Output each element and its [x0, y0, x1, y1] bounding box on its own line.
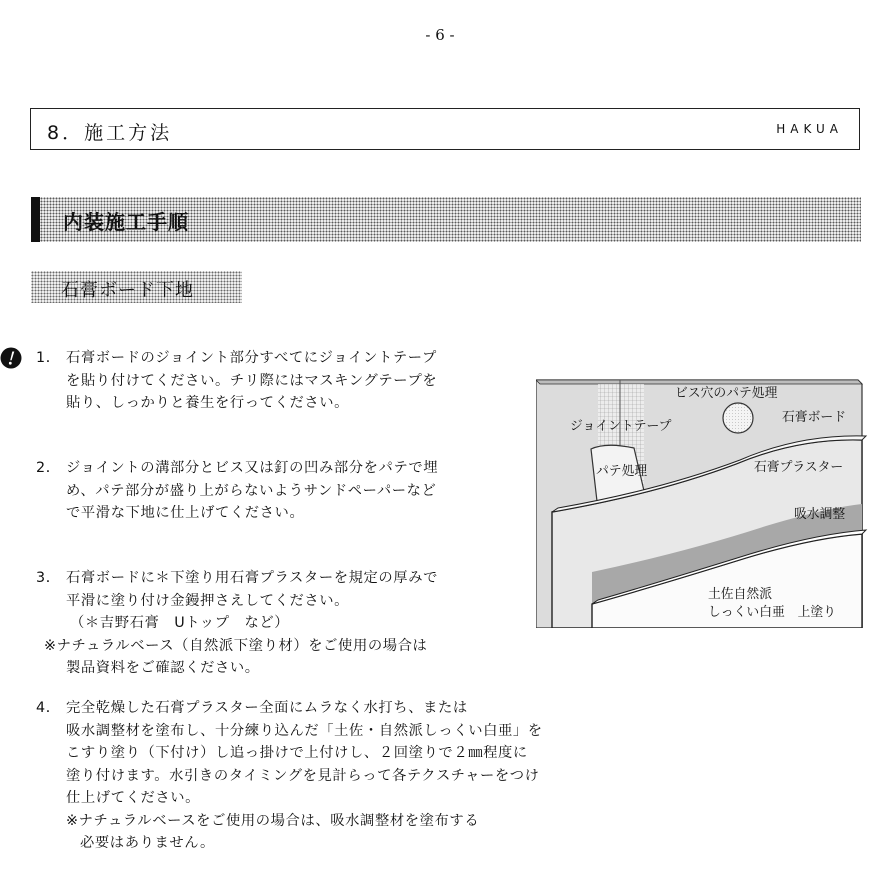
wall-layer-diagram [536, 376, 876, 628]
step-line: 石膏ボードに＊下塗り用石膏プラスターを規定の厚みで [66, 570, 438, 586]
label-gypsum-board: 石膏ボード [782, 410, 846, 425]
step-1 [36, 347, 437, 415]
step-number: 1． [36, 350, 61, 366]
step-number: 2． [36, 460, 61, 476]
label-finish-1: 土佐自然派 [708, 587, 772, 602]
procedure-heading-band [31, 197, 861, 242]
step-number: 4． [36, 700, 61, 716]
step-line: め、パテ部分が盛り上がらないようサンドペーパーなど [66, 482, 437, 499]
label-screw-putty: ビス穴のパテ処理 [675, 386, 778, 401]
brand-name: HAKUA [776, 122, 843, 136]
section-header [30, 108, 860, 150]
step-line: 平滑に塗り付け金鏝押さえしてください。 [66, 592, 350, 609]
step-line: （＊吉野石膏 Uトップ など） [70, 615, 290, 631]
substrate-heading-band [31, 271, 242, 303]
page-number: - 6 - [425, 26, 455, 44]
step-line: 貼り、しっかりと養生を行ってください。 [66, 395, 350, 411]
label-gypsum-plaster: 石膏プラスター [754, 460, 844, 475]
step-note: 必要はありません。 [80, 835, 215, 851]
label-finish-2: しっくい白亜 上塗り [708, 605, 836, 620]
label-absorption: 吸水調整 [794, 507, 846, 522]
exclamation-icon [0, 347, 22, 369]
step-note: ※ナチュラルベース（自然派下塗り材）をご使用の場合は [44, 637, 428, 654]
step-line: 仕上げてください。 [66, 790, 201, 806]
step-2 [36, 457, 438, 525]
step-line: ジョイントの溝部分とビス又は釘の凹み部分をパテで埋 [66, 460, 439, 476]
screw-putty-mark [723, 403, 753, 433]
procedure-heading: 内装施工手順 [63, 210, 189, 234]
step-line: を貼り付けてください。チリ際にはマスキングテープを [66, 372, 438, 389]
step-line: 石膏ボードのジョイント部分すべてにジョイントテープ [66, 350, 437, 366]
substrate-heading: 石膏ボード下地 [61, 280, 194, 301]
step-line: 完全乾燥した石膏プラスター全面にムラなく水打ち、または [66, 700, 468, 716]
step-3 [36, 567, 438, 680]
section-title: 8．施工方法 [47, 122, 173, 144]
step-line: で平滑な下地に仕上げてください。 [66, 505, 305, 521]
step-4 [36, 697, 543, 855]
step-line: こすり塗り（下付け）し追っ掛けで上付けし、２回塗りで２㎜程度に [66, 745, 528, 761]
label-putty: パテ処理 [596, 464, 648, 479]
step-line: 吸水調整材を塗布し、十分練り込んだ「土佐・自然派しっくい白亜」を [66, 722, 543, 739]
step-note: 製品資料をご確認ください。 [66, 660, 260, 676]
step-note: ※ナチュラルベースをご使用の場合は、吸水調整材を塗布する [66, 812, 480, 829]
label-joint-tape: ジョイントテープ [570, 419, 672, 434]
step-line: 塗り付けます。水引きのタイミングを見計らって各テクスチャーをつけ [66, 767, 540, 784]
step-number: 3． [36, 570, 61, 586]
